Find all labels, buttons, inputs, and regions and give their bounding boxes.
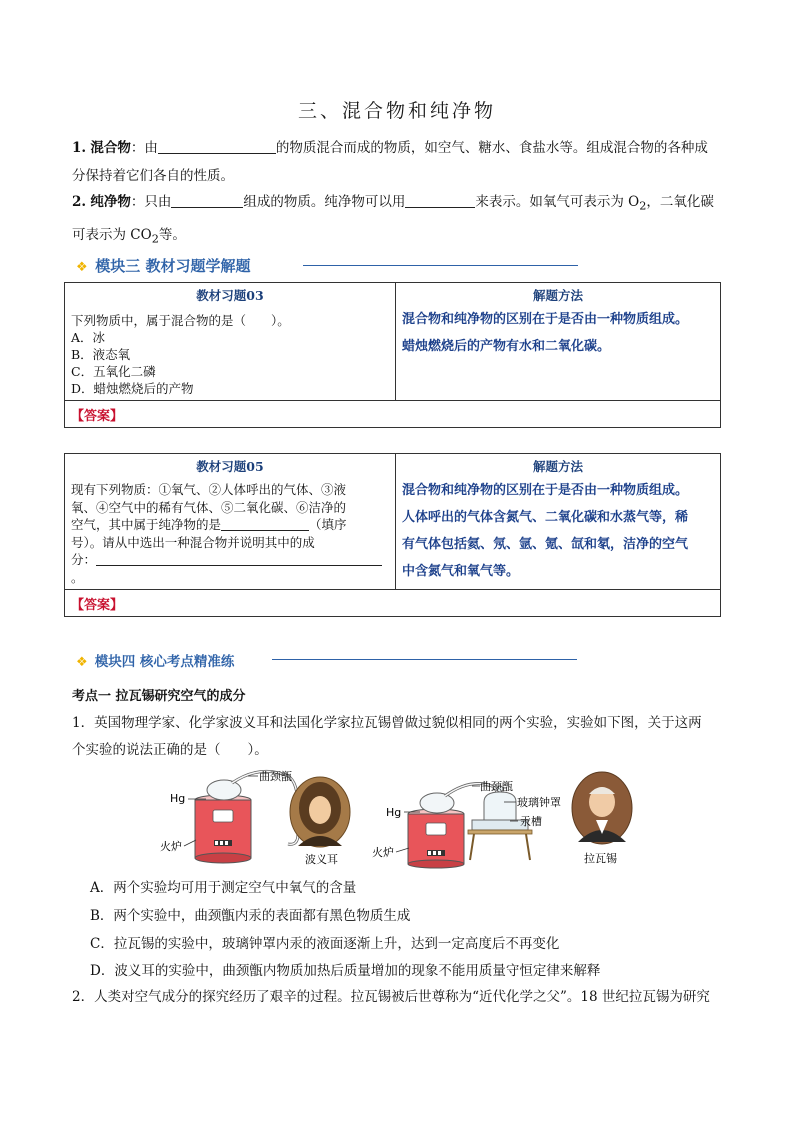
ex05-answer-cell[interactable] — [65, 590, 721, 617]
ex05-method-head: 解题方法 — [532, 459, 583, 474]
ex03-answer-cell[interactable] — [65, 401, 721, 428]
page-title: 三、混合物和纯净物 — [297, 100, 496, 122]
ex03-method-line: 蜡烛燃烧后的产物有水和二氧化碳。 — [402, 339, 611, 354]
question-2-stem: 2．人类对空气成分的探究经历了艰辛的过程。拉瓦锡被后世尊称为“近代化学之父”。18 世纪拉瓦锡为研究 — [72, 989, 710, 1005]
def2-sub1: 2 — [639, 199, 647, 213]
label-bell-jar: 玻璃钟罩 — [517, 796, 561, 809]
point-heading: 考点一 拉瓦锡研究空气的成分 — [72, 689, 246, 704]
def2-line2-pre: 可表示为 CO — [72, 226, 152, 243]
q1-option-d[interactable]: D．波义耳的实验中，曲颈甑内物质加热后质量增加的现象不能用质量守恒定律来解释 — [90, 963, 601, 979]
module3-heading — [76, 255, 250, 276]
q1-option-a[interactable]: A．两个实验均可用于测定空气中氧气的含量 — [90, 880, 357, 896]
q1-option-b[interactable]: B．两个实验中，曲颈甑内汞的表面都有黑色物质生成 — [90, 908, 411, 924]
label-furnace-right: 火炉 — [372, 846, 394, 859]
ex05-method-line: 中含氮气和氧气等。 — [402, 564, 520, 579]
diamond-icon: ❖ — [76, 260, 88, 275]
ex05-line: 现有下列物质：①氧气、②人体呼出的气体、③液 — [71, 482, 347, 497]
ex05-line: 空气，其中属于纯净物的是 — [71, 517, 222, 532]
lavoisier-portrait — [572, 772, 632, 844]
furnace-right — [408, 809, 464, 868]
ex03-question-cell — [65, 283, 396, 401]
fill-blank[interactable] — [158, 138, 276, 154]
ex05-line: （填序 — [309, 517, 347, 532]
def2-post: 来表示。如氧气可表示为 O — [475, 194, 640, 210]
module4-heading — [76, 650, 234, 670]
module3-rule — [303, 265, 578, 266]
ex03-option-d: D．蜡烛燃烧后的产物 — [71, 381, 194, 396]
exercise-05-box — [64, 453, 721, 617]
ex05-method-line: 人体呼出的气体含氮气、二氧化碳和水蒸气等，稀 — [402, 510, 689, 525]
q1-option-c[interactable]: C．拉瓦锡的实验中，玻璃钟罩内汞的液面逐渐上升，达到一定高度后不再变化 — [90, 936, 560, 952]
module4-rule — [272, 659, 577, 660]
diamond-icon: ❖ — [76, 655, 88, 670]
fill-blank[interactable] — [405, 192, 475, 208]
ex03-method-line: 混合物和纯净物的区别在于是否由一种物质组成。 — [402, 312, 689, 327]
ex03-head: 教材习题03 — [196, 288, 264, 303]
ex05-line: 。 — [71, 569, 84, 585]
furnace-left — [195, 795, 251, 863]
label-lavoisier: 拉瓦锡 — [584, 852, 617, 865]
def2-mid: 组成的物质。纯净物可以用 — [243, 194, 406, 210]
label-furnace-left: 火炉 — [160, 840, 182, 853]
label-hg-left: Hg — [170, 792, 186, 805]
ex03-method-cell — [396, 283, 721, 401]
question-1-stem — [72, 710, 722, 764]
ex05-head: 教材习题05 — [196, 459, 264, 474]
ex05-method-cell — [396, 454, 721, 590]
ex03-option-a: A．冰 — [71, 330, 106, 345]
def1-line2: 分保持着它们各自的性质。 — [72, 168, 234, 184]
module3-title: 模块三 教材习题学解题 — [95, 257, 251, 275]
definition-mixture — [72, 134, 722, 190]
def2-sub2: 2 — [151, 232, 159, 246]
def2-pre: ：只由 — [130, 194, 172, 210]
q1-line2: 个实验的说法正确的是（ ）。 — [72, 742, 268, 758]
label-hg-right: Hg — [386, 806, 402, 819]
label-boyle: 波义耳 — [305, 853, 338, 866]
ex05-line: 分： — [71, 552, 97, 567]
def1-num: 1. — [72, 140, 87, 156]
label-retort-right: 曲颈甑 — [480, 780, 513, 793]
module4-title: 模块四 核心考点精准练 — [94, 654, 235, 670]
ex05-line: 氧、④空气中的稀有气体、⑤二氧化碳、⑥洁净的 — [71, 499, 347, 515]
def2-num: 2. — [72, 194, 87, 210]
def1-term: 混合物 — [90, 140, 131, 156]
ex05-question-cell — [65, 454, 396, 590]
def1-post: 的物质混合而成的物质，如空气、糖水、食盐水等。组成混合物的各种成 — [275, 140, 708, 156]
ex05-method-line: 混合物和纯净物的区别在于是否由一种物质组成。 — [402, 483, 689, 498]
experiment-illustration — [160, 768, 640, 870]
fill-blank[interactable] — [96, 553, 382, 566]
ex05-line: 号）。请从中选出一种混合物并说明其中的成 — [71, 534, 315, 550]
q1-line1: 1．英国物理学家、化学家波义耳和法国化学家拉瓦锡曾做过貌似相同的两个实验，实验如下图，关于这两 — [72, 715, 702, 731]
ex03-method-head: 解题方法 — [532, 288, 583, 303]
ex05-answer-label: 【答案】 — [71, 597, 124, 613]
boyle-portrait — [290, 777, 350, 847]
ex03-option-c: C．五氧化二磷 — [71, 364, 156, 379]
fill-blank[interactable] — [171, 192, 243, 208]
label-mercury-trough: 汞槽 — [520, 815, 542, 828]
fill-blank[interactable] — [221, 518, 309, 531]
label-retort-left: 曲颈甑 — [259, 770, 292, 783]
def2-post2: ，二氧化碳 — [646, 194, 714, 210]
ex05-method-line: 有气体包括氦、氖、氩、氪、氙和氡，洁净的空气 — [402, 537, 689, 552]
definition-pure-substance — [72, 188, 722, 253]
exercise-03-box — [64, 282, 721, 428]
ex03-option-b: B．液态氧 — [71, 347, 131, 362]
ex03-answer-label: 【答案】 — [71, 408, 124, 424]
def2-term: 纯净物 — [90, 194, 131, 210]
def2-line2-post: 等。 — [158, 226, 186, 243]
ex03-question: 下列物质中，属于混合物的是（ ）。 — [71, 313, 290, 328]
def1-pre: ：由 — [130, 140, 158, 156]
ex05-question — [71, 481, 389, 586]
